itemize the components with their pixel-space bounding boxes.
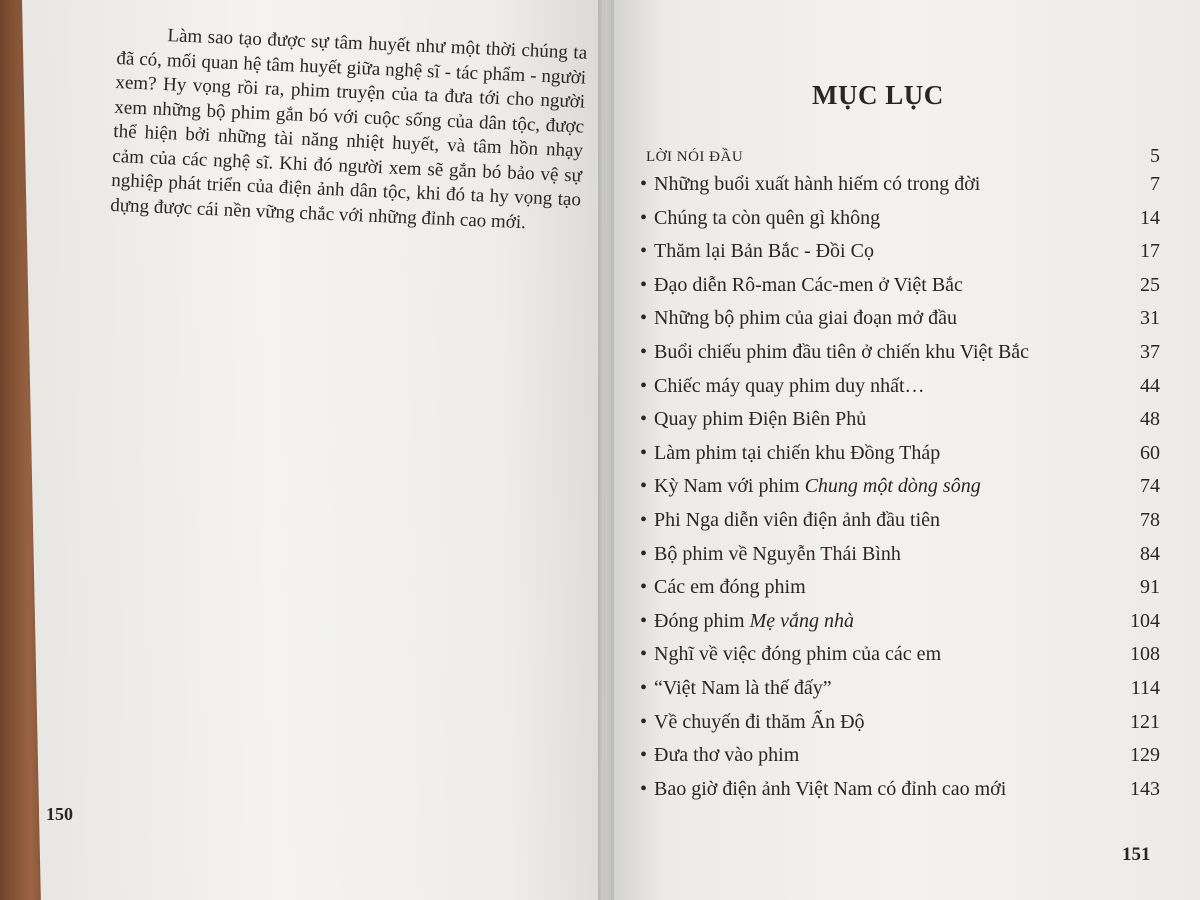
toc-entry-text: Bao giờ điện ảnh Việt Nam có đỉnh cao mới — [654, 777, 1007, 800]
toc-entry-page: 48 — [1140, 408, 1160, 431]
toc-entry-title — [640, 442, 940, 465]
bullet-icon: • — [640, 475, 648, 498]
bullet-icon: • — [640, 206, 648, 229]
left-page-body — [110, 22, 588, 238]
toc-entry — [640, 744, 1160, 774]
toc-entry-text: Thăm lại Bản Bắc - Đồi Cọ — [654, 240, 874, 263]
toc-entry-text: Đưa thơ vào phim — [654, 744, 800, 767]
toc-entry-title — [640, 711, 865, 734]
toc-entry-page: 74 — [1140, 475, 1160, 498]
bullet-icon: • — [640, 643, 648, 666]
bullet-icon: • — [640, 744, 648, 767]
toc-entry-text: Chúng ta còn quên gì không — [654, 206, 881, 229]
toc-entry-page: 129 — [1130, 744, 1160, 767]
toc-entry — [640, 778, 1160, 808]
bullet-icon: • — [640, 677, 648, 699]
toc-entry-page: 60 — [1140, 441, 1160, 464]
bullet-icon: • — [640, 509, 648, 531]
toc-entry-text: Bộ phim về Nguyễn Thái Bình — [654, 542, 901, 565]
toc-entry — [640, 643, 1160, 673]
bullet-icon: • — [640, 173, 648, 195]
toc-entry-text: Buổi chiếu phim đầu tiên ở chiến khu Việt Bắc — [654, 341, 1030, 363]
toc-entry-title — [640, 408, 866, 431]
toc-entry — [640, 442, 1160, 472]
toc-entry-page: 143 — [1130, 777, 1160, 800]
toc-entry — [640, 610, 1160, 640]
toc-entry — [640, 375, 1160, 405]
toc-entry-title — [640, 475, 981, 498]
bullet-icon: • — [640, 408, 648, 431]
toc-entry-page: 121 — [1130, 710, 1160, 733]
toc-entry-text: Làm phim tại chiến khu Đồng Tháp — [654, 441, 941, 464]
toc-entry — [640, 711, 1160, 741]
toc-entry-page: 84 — [1140, 542, 1160, 565]
bullet-icon: • — [640, 576, 648, 599]
toc-entry-title — [640, 341, 1029, 364]
toc-entry-page: 14 — [1140, 206, 1160, 229]
toc-entry-title — [640, 677, 832, 700]
toc-entry-page: 37 — [1140, 341, 1160, 363]
bullet-icon: • — [640, 374, 648, 397]
toc-entry-title — [640, 778, 1006, 801]
bullet-icon: • — [640, 542, 648, 565]
toc-entry-film-title: Mẹ vắng nhà — [749, 609, 854, 632]
toc-entry-title — [640, 543, 901, 566]
bullet-icon: • — [640, 273, 648, 296]
toc-preface-label: LỜI NÓI ĐẦU — [646, 149, 744, 165]
toc-entry-title — [640, 307, 957, 330]
body-paragraph: Làm sao tạo được sự tâm huyết như một thời chúng ta đã có, mối quan hệ tâm huyết giữa nghệ sĩ - tác phẩm - người xem? Hy vọng rồi ra, phim truyện của ta đưa tới cho người xem những bộ phim gắn bó với cuộc sống của dân tộc, được thể hiện bởi những tài năng nhiệt huyết, và tâm hồn nhạy cảm của các nghệ sĩ. Khi đó người xem sẽ gắn bó bảo vệ sự nghiệp phát triển của điện ảnh dân tộc, khi đó ta hy vọng tạo dựng được cái nền vững chắc với những đỉnh cao mới. — [109, 25, 588, 233]
toc-entry-text: Đạo diễn Rô-man Các-men ở Việt Bắc — [654, 273, 963, 296]
bullet-icon: • — [640, 441, 648, 464]
bullet-icon: • — [640, 307, 648, 330]
toc-entry — [640, 341, 1160, 371]
toc-entry-text: Những bộ phim của giai đoạn mở đầu — [654, 307, 958, 330]
toc-entry-text: Các em đóng phim — [654, 576, 806, 599]
toc-preface-page: 5 — [1150, 145, 1160, 167]
toc-entry — [640, 307, 1160, 337]
toc-entry-title — [640, 207, 880, 230]
toc-title: MỤC LỤC — [812, 80, 944, 110]
toc-entry-title — [640, 744, 799, 767]
toc-preface-row — [640, 145, 1160, 175]
bullet-icon: • — [640, 341, 648, 363]
toc-entry-page: 7 — [1150, 173, 1160, 195]
book-gutter — [598, 0, 614, 900]
toc-entry-text: Đóng phim — [654, 609, 750, 632]
toc-entry-text: Nghĩ về việc đóng phim của các em — [654, 643, 942, 666]
toc-entry-title — [640, 274, 963, 297]
toc-entry — [640, 475, 1160, 505]
toc-entry-title — [640, 643, 941, 666]
toc-entry-text: Phi Nga diễn viên điện ảnh đầu tiên — [654, 509, 941, 531]
toc-entry-page: 114 — [1130, 677, 1160, 699]
toc-entry-text: Những buổi xuất hành hiếm có trong đời — [654, 173, 981, 195]
toc-entry-text: Về chuyến đi thăm Ấn Độ — [654, 710, 865, 733]
toc-entry — [640, 207, 1160, 237]
toc-entry-title — [640, 375, 925, 398]
toc-entry-page: 44 — [1140, 374, 1160, 397]
toc-entry-title — [640, 240, 874, 263]
toc-entry — [640, 509, 1160, 539]
toc-entry — [640, 543, 1160, 573]
toc-entry-title — [640, 173, 980, 196]
bullet-icon: • — [640, 777, 648, 800]
bullet-icon: • — [640, 710, 648, 733]
bullet-icon: • — [640, 609, 648, 632]
bullet-icon: • — [640, 240, 648, 263]
toc-entry-page: 31 — [1140, 307, 1160, 330]
toc-entry — [640, 408, 1160, 438]
toc-entry-text: Kỳ Nam với phim — [654, 475, 805, 498]
toc-entry-page: 108 — [1130, 643, 1160, 666]
toc-entry-text: “Việt Nam là thế đấy” — [654, 677, 832, 699]
toc-entry — [640, 677, 1160, 707]
toc-entry — [640, 173, 1160, 203]
toc-entry-page: 17 — [1140, 240, 1160, 263]
toc-entry — [640, 240, 1160, 270]
right-page-number: 151 — [1122, 844, 1151, 865]
toc-entry-page: 91 — [1140, 576, 1160, 599]
toc-entry-page: 78 — [1140, 509, 1160, 531]
toc-entry-page: 25 — [1140, 273, 1160, 296]
toc-entry-title — [640, 509, 940, 532]
toc-entry-film-title: Chung một dòng sông — [804, 475, 981, 498]
toc-entry — [640, 274, 1160, 304]
toc-entry-page: 104 — [1130, 609, 1160, 632]
left-page-number: 150 — [46, 804, 73, 824]
toc-entry-title — [640, 610, 854, 633]
toc-entry-title — [640, 576, 806, 599]
toc-entry — [640, 576, 1160, 606]
toc-entry-text: Quay phim Điện Biên Phủ — [654, 408, 867, 431]
toc-entry-text: Chiếc máy quay phim duy nhất… — [654, 374, 925, 397]
